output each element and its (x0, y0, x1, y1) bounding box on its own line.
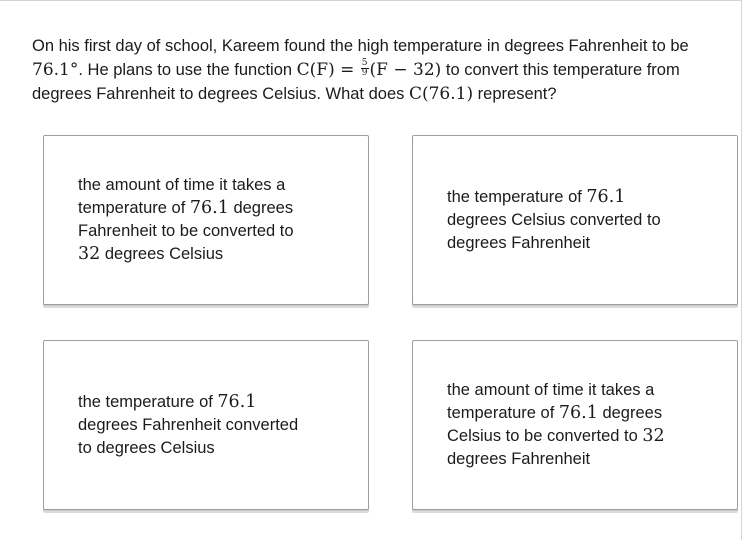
math-number: 76.1 (558, 403, 598, 423)
question-part: . He plans to use the function (78, 61, 297, 79)
choice-part: the amount of time it takes a temperature of (447, 381, 655, 422)
choice-text (447, 186, 679, 255)
answer-choice-b[interactable] (412, 135, 738, 305)
choice-text (447, 379, 679, 471)
choice-text (78, 174, 310, 266)
question-part: to convert this temperature from degrees Fahrenheit to degrees Celsius. What does (32, 61, 680, 103)
math-number: 32 (78, 244, 101, 264)
choice-part: degrees Fahrenheit (447, 450, 591, 468)
answer-choice-d[interactable] (412, 340, 738, 510)
math-evaluation: C(76.1) (408, 84, 474, 104)
choice-part: degrees Fahrenheit converted to degrees Celsius (78, 415, 299, 457)
math-number: 76.1 (189, 198, 229, 218)
choice-part: degrees Celsius (100, 245, 224, 263)
math-function-lhs: C(F) = (296, 60, 360, 80)
choice-text (78, 391, 310, 460)
question-part: represent? (473, 85, 557, 103)
choice-part: degrees Fahrenheit to be converted to (78, 199, 294, 240)
choice-part: degrees Celsius to be converted to (447, 404, 663, 445)
question-text (32, 34, 722, 106)
math-temperature: 76.1° (32, 60, 79, 80)
choice-part: the amount of time it takes a temperature of (78, 176, 286, 217)
answer-choice-a[interactable] (43, 135, 369, 305)
choice-part: degrees Celsius converted to degrees Fahrenheit (447, 210, 661, 252)
math-number: 76.1 (586, 186, 626, 207)
question-part: On his first day of school, Kareem found the high temperature in degrees Fahrenheit to be (32, 37, 689, 55)
fraction-denominator: 9 (361, 68, 368, 79)
choice-part: the temperature of (447, 187, 587, 206)
math-fraction (361, 59, 369, 78)
math-number: 32 (642, 426, 665, 446)
fraction-numerator: 5 (361, 58, 368, 69)
answer-choice-c[interactable] (43, 340, 369, 510)
choice-part: the temperature of (78, 392, 218, 411)
top-divider (0, 0, 742, 1)
math-number: 76.1 (217, 391, 257, 412)
math-function-rhs: (F − 32) (369, 60, 442, 80)
